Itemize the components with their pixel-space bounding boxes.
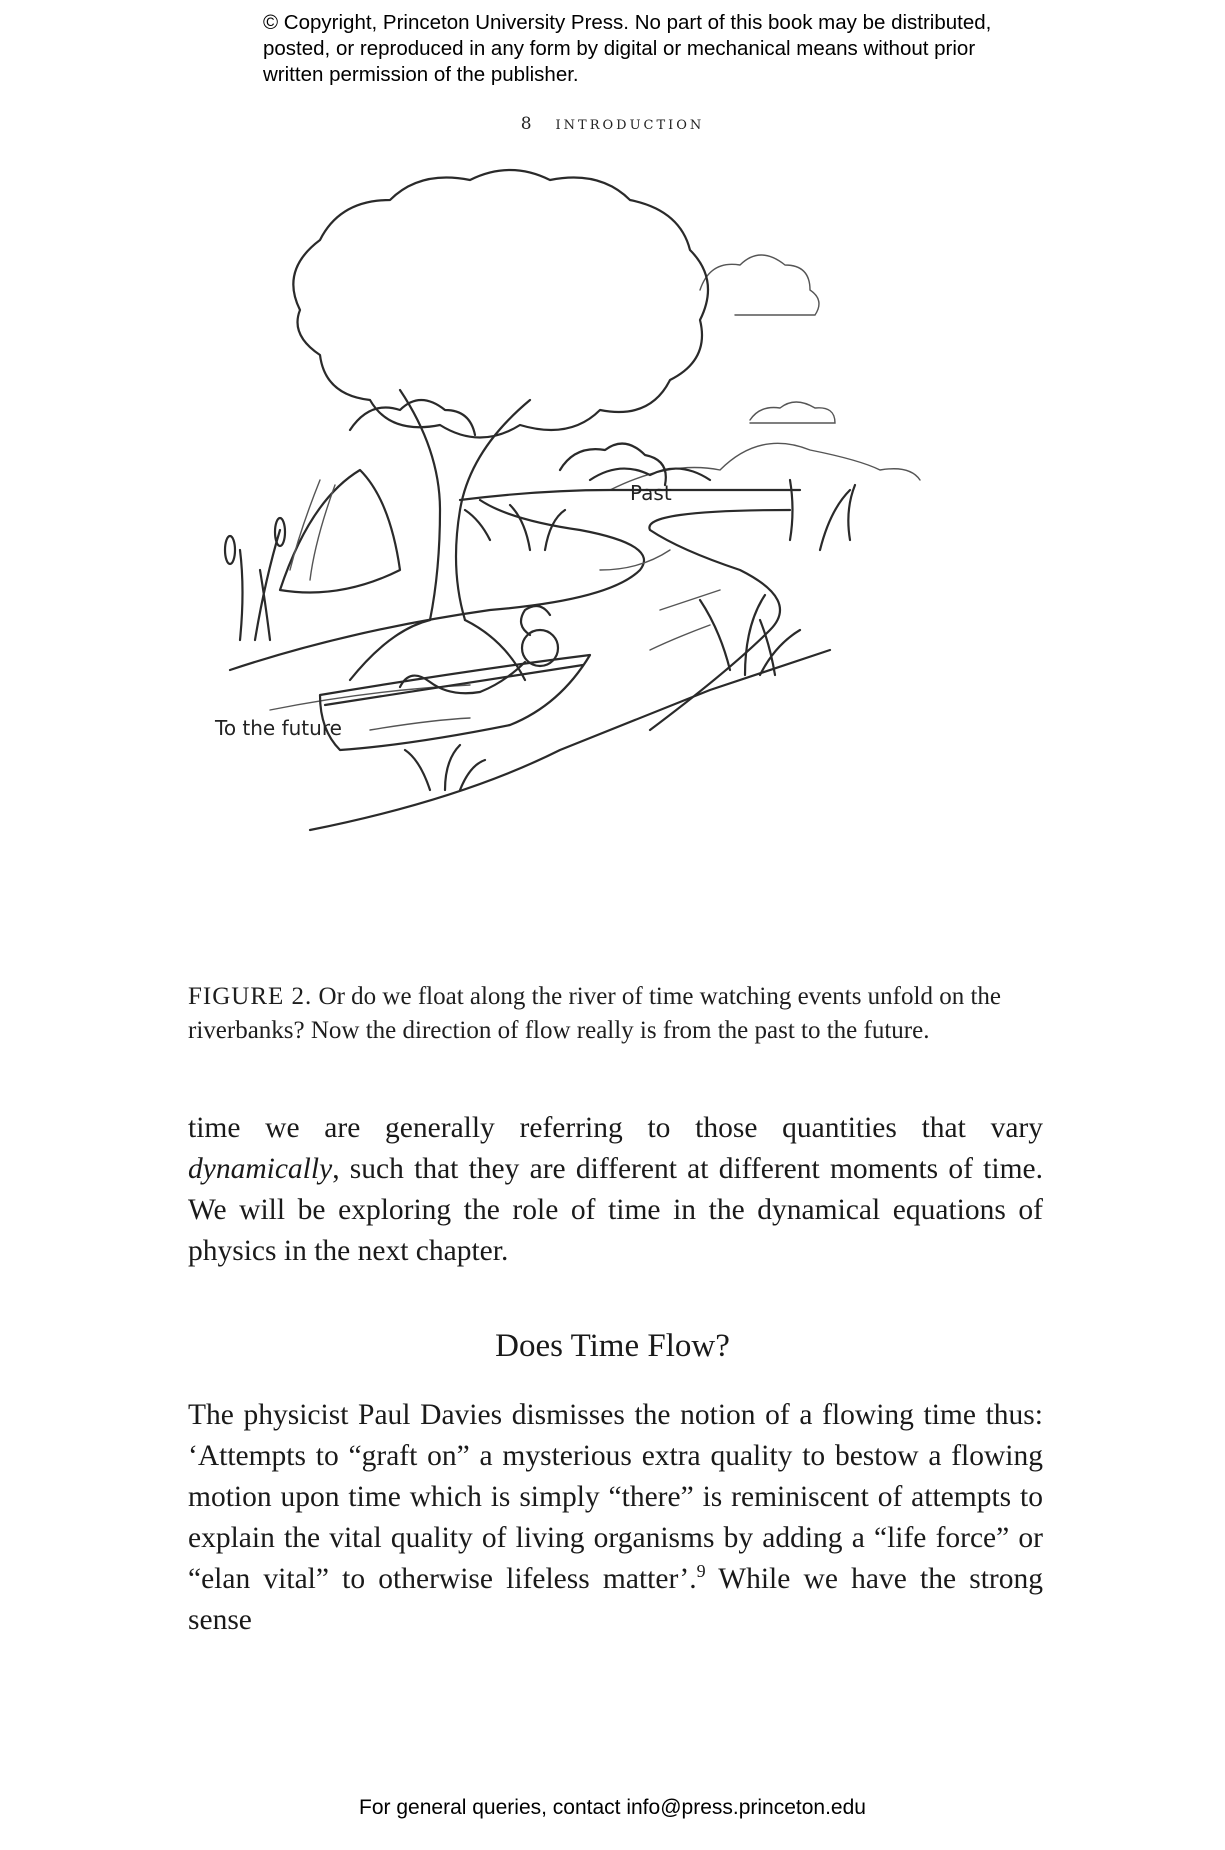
paragraph-2-text: The physicist Paul Davies dismisses the notion of a flowing time thus: ‘Attempts to “graft on” a mysterious extra quality to bestow a flowing motion upon time which is simply “there” is reminiscent of attempts to explain the vital quality of living organisms by adding a “life force” or “elan vital” to otherwise lifeless matter’. [188,1399,1043,1595]
river-right-bank [649,510,790,730]
reed-head-1 [225,536,235,564]
person-body [400,606,550,693]
figure-caption-text: Or do we float along the river of time watching events unfold on the riverbanks? Now the direction of flow really is from the past to the future. [188,983,1001,1044]
river-near-bank [310,650,830,830]
rock-left [280,470,400,593]
reeds-left [240,530,280,640]
paragraph-1-start: time we are generally referring to those quantities that vary [188,1112,1043,1144]
future-label: To the future [215,716,342,740]
section-heading: Does Time Flow? [495,1328,730,1364]
figure-caption [188,980,1048,1048]
grass-right [700,595,800,675]
river-illustration-svg [215,170,1010,970]
boat-rim [325,665,583,705]
paragraph-1-end: , such that they are different at different moments of time. We will be exploring the role of time in the dynamical equations of physics in the next chapter. [188,1153,1043,1267]
footer-contact: For general queries, contact info@press.princeton.edu [359,1796,866,1819]
paragraph-1 [188,1108,1043,1272]
paragraph-2 [188,1395,1043,1641]
section-title: introduction [555,112,705,134]
figure-caption-label: FIGURE 2. [188,983,313,1010]
paragraph-1-emphasis: dynamically [188,1153,333,1185]
bush-left [350,400,475,435]
past-label: Past [630,481,672,505]
page-number: 8 [520,114,532,134]
river-left-bank [230,500,644,670]
bush-right [560,444,666,485]
footnote-marker[interactable]: 9 [696,1561,706,1582]
copyright-notice: © Copyright, Princeton University Press. No part of this book may be distributed, posted, or reproduced in any form by digital or mechanical means without prior written permission of the publisher. [263,11,992,86]
running-head [0,112,1225,134]
waterfall [290,480,335,580]
tree-canopy [293,170,708,438]
grass-center [465,505,565,550]
cloud-2 [750,402,835,423]
bush-far [590,469,710,480]
river-of-time-illustration [215,170,1010,970]
grass-foreground [405,745,485,790]
paragraph-2-continuation: While we have the strong sense [188,1563,1044,1636]
tree-roots [350,620,525,680]
cloud-1 [700,255,819,315]
